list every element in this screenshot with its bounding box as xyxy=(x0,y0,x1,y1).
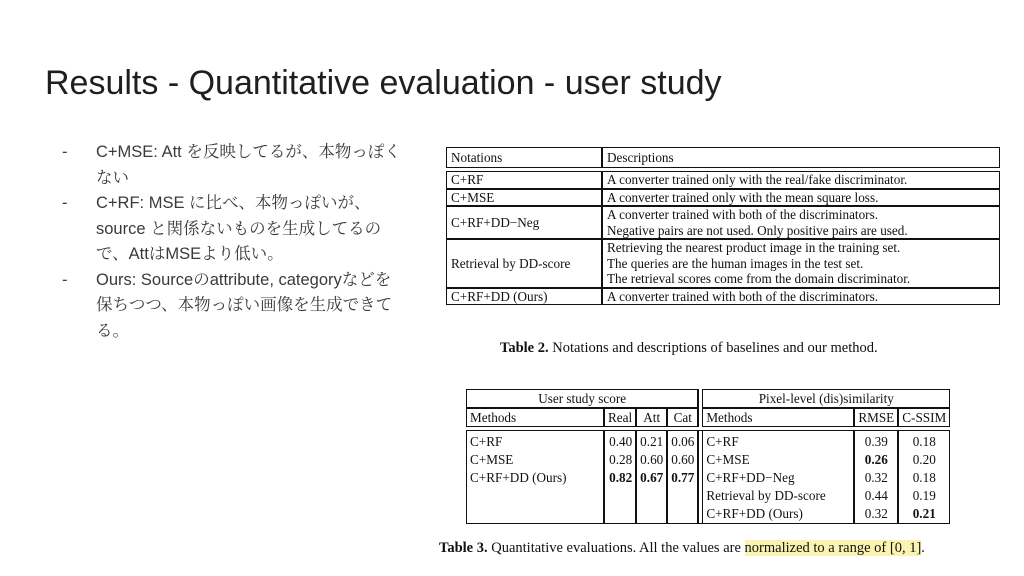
rmse-cell: 0.26 xyxy=(854,451,898,469)
method-cell: C+RF+DD (Ours) xyxy=(702,505,854,524)
real-cell: 0.28 xyxy=(604,451,636,469)
group-header-row xyxy=(466,389,950,408)
cat-cell: 0.60 xyxy=(667,451,698,469)
notation-cell: C+RF+DD (Ours) xyxy=(446,288,602,306)
description-line: The queries are the human images in the test set. xyxy=(607,255,864,271)
bullet-text: C+MSE: Att を反映してるが、本物っぽくない xyxy=(96,143,401,187)
caption-end: . xyxy=(921,540,925,556)
header-methods: Methods xyxy=(702,408,854,427)
description-cell xyxy=(602,288,1000,306)
att-cell: 0.60 xyxy=(636,451,667,469)
method-cell: C+RF xyxy=(702,430,854,451)
method-cell: C+MSE xyxy=(466,451,604,469)
description-line: The retrieval scores come from the domain discriminator. xyxy=(607,271,911,286)
real-cell: 0.40 xyxy=(604,430,636,451)
rmse-cell: 0.44 xyxy=(854,487,898,505)
caption-text: Notations and descriptions of baselines and our method. xyxy=(552,340,878,356)
header-cat: Cat xyxy=(667,408,698,427)
att-cell: 0.67 xyxy=(636,469,667,487)
group-user-study: User study score xyxy=(466,389,698,408)
cssim-cell: 0.18 xyxy=(898,469,950,487)
description-cell xyxy=(602,206,1000,239)
header-cssim: C-SSIM xyxy=(898,408,950,427)
att-cell: 0.21 xyxy=(636,430,667,451)
description-cell xyxy=(602,189,1000,207)
header-descriptions: Descriptions xyxy=(602,147,1000,168)
method-cell: C+RF xyxy=(466,430,604,451)
cat-cell: 0.77 xyxy=(667,469,698,487)
real-cell: 0.82 xyxy=(604,469,636,487)
description-line: A converter trained only with the real/fake discriminator. xyxy=(607,172,908,187)
table-row xyxy=(466,469,950,487)
table2-caption xyxy=(500,340,878,357)
cssim-cell: 0.19 xyxy=(898,487,950,505)
notation-cell: Retrieval by DD-score xyxy=(446,239,602,288)
description-cell xyxy=(602,171,1000,189)
table-row xyxy=(466,430,950,451)
notation-cell: C+RF xyxy=(446,171,602,189)
evaluation-table xyxy=(466,389,950,524)
bullet-item xyxy=(62,191,402,268)
bullet-marker: - xyxy=(62,194,68,212)
description-line: A converter trained with both of the discriminators. xyxy=(607,207,879,222)
bullet-item xyxy=(62,140,402,191)
table-header-row xyxy=(466,408,950,427)
method-cell: C+RF+DD−Neg xyxy=(702,469,854,487)
description-cell xyxy=(602,239,1000,288)
header-notations: Notations xyxy=(446,147,602,168)
rmse-cell: 0.32 xyxy=(854,469,898,487)
description-line: A converter trained only with the mean square loss. xyxy=(607,189,879,205)
table-row xyxy=(466,505,950,524)
header-real: Real xyxy=(604,408,636,427)
bullet-marker: - xyxy=(62,270,68,289)
rmse-cell: 0.32 xyxy=(854,505,898,524)
bullet-item xyxy=(62,268,402,345)
bullet-marker: - xyxy=(62,143,68,161)
group-pixel-level: Pixel-level (dis)similarity xyxy=(702,389,950,408)
cssim-cell: 0.18 xyxy=(898,430,950,451)
method-cell: Retrieval by DD-score xyxy=(702,487,854,505)
cat-cell: 0.06 xyxy=(667,430,698,451)
bullet-text: C+RF: MSE に比べ、本物っぽいが、source と関係ないものを生成してるので、AttはMSEより低い。 xyxy=(96,194,382,263)
method-cell: C+MSE xyxy=(702,451,854,469)
caption-highlight: normalized to a range of [0, 1] xyxy=(744,540,922,556)
table3-caption xyxy=(439,540,925,557)
table-row xyxy=(446,239,1000,288)
caption-label: Table 3. xyxy=(439,540,488,556)
table-row xyxy=(446,171,1000,189)
table-row xyxy=(446,189,1000,207)
table-row xyxy=(446,206,1000,239)
rmse-cell: 0.39 xyxy=(854,430,898,451)
header-methods: Methods xyxy=(466,408,604,427)
cssim-cell: 0.21 xyxy=(898,505,950,524)
table-row xyxy=(466,451,950,469)
slide-title: Results - Quantitative evaluation - user study xyxy=(45,64,722,102)
method-cell: C+RF+DD (Ours) xyxy=(466,469,604,487)
notations-table xyxy=(446,147,1000,305)
cssim-cell: 0.20 xyxy=(898,451,950,469)
table-row xyxy=(446,288,1000,306)
header-att: Att xyxy=(636,408,667,427)
description-line: A converter trained with both of the discriminators. xyxy=(607,288,879,304)
notation-cell: C+MSE xyxy=(446,189,602,207)
header-rmse: RMSE xyxy=(854,408,898,427)
description-line: Negative pairs are not used. Only positive pairs are used. xyxy=(607,222,908,238)
table-row xyxy=(466,487,950,505)
caption-label: Table 2. xyxy=(500,340,549,356)
description-line: Retrieving the nearest product image in the training set. xyxy=(607,240,901,255)
caption-text: Quantitative evaluations. All the values are xyxy=(491,540,741,556)
table-header-row xyxy=(446,147,1000,168)
notation-cell: C+RF+DD−Neg xyxy=(446,206,602,239)
bullet-list xyxy=(62,140,402,344)
bullet-text: Ours: Sourceのattribute, categoryなどを保ちつつ、本物っぽい画像を生成できてる。 xyxy=(96,270,393,340)
